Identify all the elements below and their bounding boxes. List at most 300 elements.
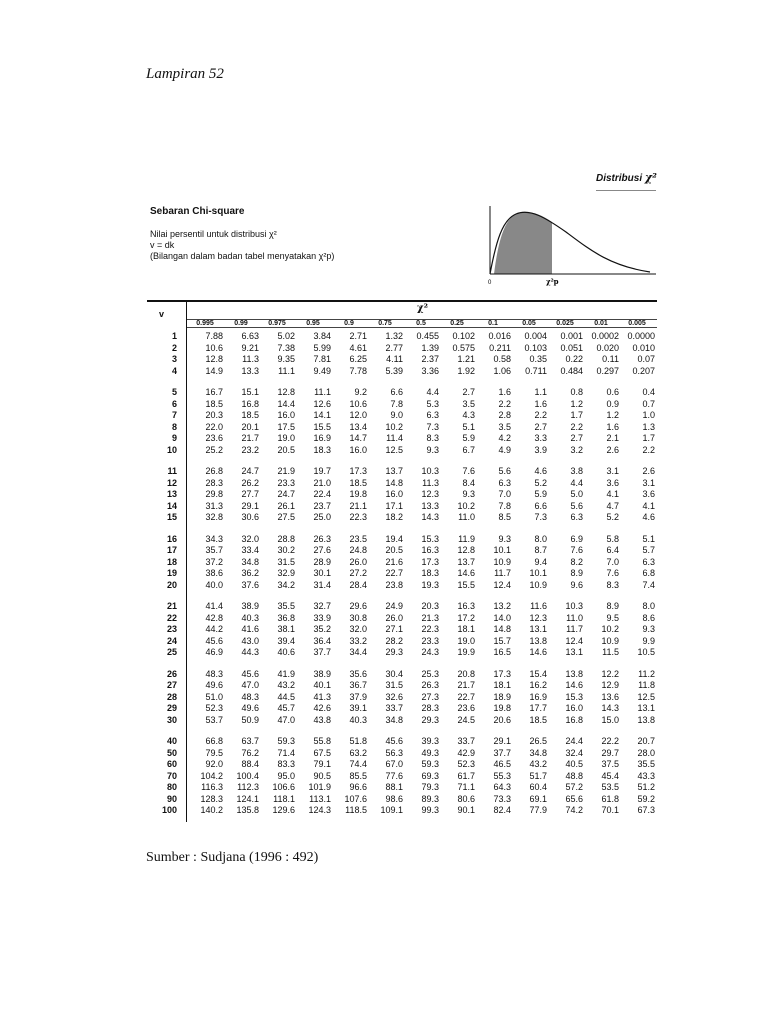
- table-row: [147, 501, 655, 513]
- value-cell: 0.11: [602, 354, 619, 364]
- value-cell: 51.7: [529, 770, 547, 781]
- value-cell: 7.0: [606, 556, 619, 567]
- value-cell: 1.3: [642, 421, 655, 432]
- table-row: [147, 545, 655, 557]
- value-cell: 11.6: [530, 601, 547, 611]
- alpha-header-row: [187, 319, 655, 328]
- value-cell: 3.6: [642, 489, 655, 499]
- v-cell: 5: [171, 387, 177, 397]
- value-cell: 6.3: [426, 410, 439, 420]
- distribution-label: [596, 171, 657, 184]
- value-cell: 9.6: [570, 579, 583, 590]
- value-cell: 31.3: [205, 500, 223, 511]
- value-cell: 7.8: [390, 398, 403, 409]
- value-cell: 43.2: [529, 759, 547, 769]
- value-cell: 12.0: [349, 410, 367, 420]
- value-cell: 12.4: [493, 579, 511, 590]
- v-cell: 26: [166, 668, 177, 679]
- value-cell: 33.7: [385, 703, 403, 713]
- value-cell: 28.0: [637, 747, 655, 758]
- value-cell: 15.4: [529, 668, 547, 679]
- value-cell: 26.5: [529, 736, 547, 746]
- value-cell: 24.5: [457, 714, 475, 725]
- value-cell: 6.6: [534, 500, 547, 511]
- value-cell: 42.8: [205, 612, 223, 623]
- value-cell: 3.5: [498, 421, 511, 432]
- value-cell: 14.9: [205, 365, 223, 376]
- value-cell: 2.2: [534, 410, 547, 420]
- value-cell: 0.484: [560, 365, 583, 376]
- value-cell: 88.4: [241, 759, 259, 769]
- value-cell: 7.78: [349, 365, 367, 376]
- value-cell: 74.4: [349, 759, 367, 769]
- value-cell: 17.3: [493, 668, 511, 679]
- value-cell: 6.3: [570, 512, 583, 522]
- value-cell: 11.3: [242, 354, 259, 364]
- value-cell: 30.2: [277, 545, 295, 555]
- value-cell: 5.99: [313, 342, 331, 353]
- value-cell: 13.6: [601, 691, 619, 702]
- value-cell: 45.4: [601, 770, 619, 781]
- value-cell: 85.5: [349, 770, 367, 781]
- value-cell: 7.3: [534, 512, 547, 522]
- value-cell: 107.6: [344, 793, 367, 804]
- value-cell: 1.39: [421, 342, 439, 353]
- value-cell: 11.1: [278, 365, 295, 376]
- value-cell: 41.3: [313, 691, 331, 702]
- alpha-header-cell: 0.95: [306, 320, 320, 327]
- alpha-header-cell: 0.99: [234, 320, 248, 327]
- value-cell: 23.8: [385, 579, 403, 590]
- value-cell: 32.6: [385, 691, 403, 702]
- value-cell: 0.35: [529, 354, 547, 364]
- value-cell: 1.6: [534, 398, 547, 409]
- alpha-header-cell: 0.1: [488, 320, 498, 327]
- value-cell: 14.6: [529, 647, 547, 657]
- value-cell: 37.7: [493, 747, 511, 758]
- value-cell: 12.3: [529, 612, 547, 623]
- table-row: [147, 568, 655, 580]
- v-cell: 11: [167, 466, 177, 476]
- value-cell: 13.8: [529, 635, 547, 646]
- value-cell: 35.5: [277, 601, 295, 611]
- table-row: [147, 692, 655, 704]
- value-cell: 15.1: [241, 387, 259, 397]
- value-cell: 43.2: [277, 680, 295, 690]
- value-cell: 96.6: [349, 782, 367, 792]
- value-cell: 34.8: [241, 556, 259, 567]
- table-row: [147, 557, 655, 569]
- value-cell: 59.3: [277, 736, 295, 746]
- value-cell: 12.2: [601, 668, 619, 679]
- value-cell: 13.3: [241, 365, 259, 376]
- table-row: [147, 782, 655, 794]
- value-cell: 34.8: [529, 747, 547, 758]
- value-cell: 11.2: [638, 668, 655, 679]
- value-cell: 40.5: [565, 759, 583, 769]
- value-cell: 89.3: [421, 793, 439, 804]
- value-cell: 6.3: [498, 477, 511, 488]
- distribution-text: Distribusi: [596, 173, 643, 184]
- value-cell: 8.7: [534, 545, 547, 555]
- page-annex-label: Lampiran 52: [146, 66, 224, 82]
- value-cell: 0.0000: [627, 331, 655, 341]
- value-cell: 7.6: [462, 466, 475, 476]
- value-cell: 13.7: [385, 466, 403, 476]
- value-cell: 30.4: [385, 668, 403, 679]
- value-cell: 0.7: [642, 398, 655, 409]
- value-cell: 10.1: [529, 568, 547, 578]
- v-cell: 14: [166, 500, 177, 511]
- value-cell: 7.8: [498, 500, 511, 511]
- value-cell: 13.8: [565, 668, 583, 679]
- value-cell: 27.3: [421, 691, 439, 702]
- v-cell: 16: [166, 533, 177, 544]
- value-cell: 3.1: [642, 477, 655, 488]
- value-cell: 0.020: [596, 342, 619, 353]
- v-cell: 21: [166, 601, 177, 611]
- value-cell: 32.0: [349, 624, 367, 634]
- value-cell: 98.6: [385, 793, 403, 804]
- table-row: [147, 680, 655, 692]
- table-row: [147, 715, 655, 727]
- value-cell: 4.11: [386, 354, 403, 364]
- value-cell: 1.21: [457, 354, 475, 364]
- alpha-header-cell: 0.975: [268, 320, 286, 327]
- alpha-header-cell: 0.9: [344, 320, 354, 327]
- value-cell: 24.4: [565, 736, 583, 746]
- value-cell: 5.8: [606, 533, 619, 544]
- value-cell: 48.3: [241, 691, 259, 702]
- value-cell: 17.3: [421, 556, 439, 567]
- value-cell: 18.5: [529, 714, 547, 725]
- table-row: [147, 613, 655, 625]
- table-row: [147, 387, 655, 399]
- value-cell: 3.6: [606, 477, 619, 488]
- table-row: [147, 399, 655, 411]
- value-cell: 8.9: [606, 601, 619, 611]
- chi-column-header: χ²: [417, 303, 428, 314]
- value-cell: 22.4: [313, 489, 331, 499]
- value-cell: 4.4: [426, 387, 439, 397]
- value-cell: 34.2: [277, 579, 295, 590]
- value-cell: 40.3: [241, 612, 259, 623]
- value-cell: 16.7: [205, 387, 223, 397]
- value-cell: 44.2: [205, 624, 223, 634]
- value-cell: 61.8: [601, 793, 619, 804]
- value-cell: 5.6: [498, 466, 511, 476]
- value-cell: 24.8: [349, 545, 367, 555]
- desc-line-1: Nilai persentil untuk distribusi χ²: [150, 229, 277, 239]
- value-cell: 22.3: [421, 624, 439, 634]
- value-cell: 13.1: [637, 703, 655, 713]
- value-cell: 0.001: [560, 331, 583, 341]
- v-cell: 22: [166, 612, 177, 623]
- value-cell: 0.9: [606, 398, 619, 409]
- value-cell: 25.3: [421, 668, 439, 679]
- value-cell: 13.1: [565, 647, 583, 657]
- value-cell: 14.0: [493, 612, 511, 623]
- table-row: [147, 331, 655, 343]
- table-row: [147, 794, 655, 806]
- value-cell: 7.3: [426, 421, 439, 432]
- value-cell: 0.051: [560, 342, 583, 353]
- value-cell: 29.7: [601, 747, 619, 758]
- table-body: [147, 331, 655, 817]
- table-row: [147, 636, 655, 648]
- value-cell: 18.3: [421, 568, 439, 578]
- value-cell: 37.5: [601, 759, 619, 769]
- value-cell: 51.0: [205, 691, 223, 702]
- value-cell: 21.7: [241, 433, 259, 443]
- value-cell: 24.3: [421, 647, 439, 657]
- v-cell: 80: [166, 782, 177, 792]
- value-cell: 34.8: [385, 714, 403, 725]
- value-cell: 23.3: [421, 635, 439, 646]
- table-row: [147, 466, 655, 478]
- value-cell: 77.9: [529, 805, 547, 815]
- value-cell: 22.0: [205, 421, 223, 432]
- value-cell: 39.1: [349, 703, 367, 713]
- value-cell: 14.8: [385, 477, 403, 488]
- value-cell: 10.9: [529, 579, 547, 590]
- value-cell: 124.3: [308, 805, 331, 815]
- value-cell: 67.3: [637, 805, 655, 815]
- value-cell: 16.8: [241, 398, 259, 409]
- value-cell: 20.1: [241, 421, 259, 432]
- value-cell: 2.37: [421, 354, 439, 364]
- value-cell: 35.5: [637, 759, 655, 769]
- value-cell: 26.0: [349, 556, 367, 567]
- value-cell: 4.7: [606, 500, 619, 511]
- v-cell: 24: [166, 635, 177, 646]
- table-row: [147, 445, 655, 457]
- value-cell: 11.8: [638, 680, 655, 690]
- value-cell: 15.3: [565, 691, 583, 702]
- value-cell: 5.3: [426, 398, 439, 409]
- value-cell: 0.211: [489, 342, 511, 353]
- value-cell: 13.2: [493, 601, 511, 611]
- value-cell: 12.8: [205, 354, 223, 364]
- value-cell: 3.36: [421, 365, 439, 376]
- value-cell: 18.5: [349, 477, 367, 488]
- value-cell: 0.22: [565, 354, 583, 364]
- value-cell: 14.7: [349, 433, 367, 443]
- value-cell: 11.0: [458, 512, 475, 522]
- value-cell: 14.4: [277, 398, 295, 409]
- value-cell: 43.3: [637, 770, 655, 781]
- v-cell: 60: [166, 759, 177, 769]
- value-cell: 64.3: [493, 782, 511, 792]
- value-cell: 0.8: [570, 387, 583, 397]
- value-cell: 2.7: [534, 421, 547, 432]
- value-cell: 10.9: [601, 635, 619, 646]
- value-cell: 34.3: [205, 533, 223, 544]
- value-cell: 13.3: [421, 500, 439, 511]
- value-cell: 5.9: [462, 433, 475, 443]
- v-cell: 100: [161, 805, 177, 815]
- value-cell: 27.5: [277, 512, 295, 522]
- value-cell: 49.3: [421, 747, 439, 758]
- value-cell: 95.0: [277, 770, 295, 781]
- value-cell: 26.3: [313, 533, 331, 544]
- value-cell: 2.77: [385, 342, 403, 353]
- value-cell: 45.7: [277, 703, 295, 713]
- source-citation: Sumber : Sudjana (1996 : 492): [146, 850, 319, 865]
- value-cell: 17.3: [349, 466, 367, 476]
- value-cell: 19.7: [313, 466, 331, 476]
- value-cell: 6.25: [349, 354, 367, 364]
- value-cell: 2.71: [349, 331, 367, 341]
- v-cell: 70: [166, 770, 177, 781]
- alpha-header-cell: 0.025: [556, 320, 574, 327]
- value-cell: 74.2: [565, 805, 583, 815]
- value-cell: 1.1: [534, 387, 547, 397]
- value-cell: 15.0: [601, 714, 619, 725]
- value-cell: 40.3: [349, 714, 367, 725]
- value-cell: 15.7: [493, 635, 511, 646]
- value-cell: 100.4: [236, 770, 259, 781]
- v-cell: 2: [171, 342, 177, 353]
- value-cell: 14.3: [601, 703, 619, 713]
- value-cell: 35.2: [313, 624, 331, 634]
- chi-square-curve-figure: [480, 202, 660, 290]
- v-cell: 12: [166, 477, 177, 488]
- value-cell: 80.6: [457, 793, 475, 804]
- value-cell: 118.5: [345, 805, 367, 815]
- value-cell: 7.88: [205, 331, 223, 341]
- value-cell: 12.6: [313, 398, 331, 409]
- value-cell: 44.3: [241, 647, 259, 657]
- value-cell: 3.1: [606, 466, 619, 476]
- value-cell: 27.2: [349, 568, 367, 578]
- alpha-header-cell: 0.05: [522, 320, 536, 327]
- value-cell: 35.6: [349, 668, 367, 679]
- value-cell: 8.6: [642, 612, 655, 623]
- value-cell: 28.4: [349, 579, 367, 590]
- value-cell: 37.9: [349, 691, 367, 702]
- value-cell: 7.81: [313, 354, 331, 364]
- value-cell: 140.2: [200, 805, 223, 815]
- value-cell: 37.6: [241, 579, 259, 590]
- value-cell: 70.1: [601, 805, 619, 815]
- table-row: [147, 433, 655, 445]
- value-cell: 21.3: [421, 612, 439, 623]
- chi-p-label: χ²p: [546, 277, 559, 286]
- value-cell: 49.6: [205, 680, 223, 690]
- value-cell: 17.5: [277, 421, 295, 432]
- value-cell: 41.4: [205, 601, 223, 611]
- value-cell: 5.1: [462, 421, 475, 432]
- value-cell: 18.1: [457, 624, 475, 634]
- value-cell: 22.7: [457, 691, 475, 702]
- value-cell: 10.2: [385, 421, 403, 432]
- value-cell: 2.2: [570, 421, 583, 432]
- value-cell: 25.0: [313, 512, 331, 522]
- value-cell: 49.6: [241, 703, 259, 713]
- value-cell: 5.2: [606, 512, 619, 522]
- value-cell: 5.02: [277, 331, 295, 341]
- value-cell: 101.9: [308, 782, 331, 792]
- v-cell: 7: [171, 410, 177, 420]
- value-cell: 28.3: [421, 703, 439, 713]
- value-cell: 9.5: [606, 612, 619, 623]
- value-cell: 28.9: [313, 556, 331, 567]
- value-cell: 6.7: [462, 444, 475, 455]
- value-cell: 9.0: [390, 410, 403, 420]
- value-cell: 0.07: [637, 354, 655, 364]
- value-cell: 6.8: [642, 568, 655, 578]
- value-cell: 4.6: [642, 512, 655, 522]
- table-row: [147, 478, 655, 490]
- v-cell: 3: [171, 354, 177, 364]
- value-cell: 19.9: [457, 647, 475, 657]
- value-cell: 34.4: [349, 647, 367, 657]
- value-cell: 0.016: [488, 331, 511, 341]
- value-cell: 88.1: [385, 782, 403, 792]
- value-cell: 13.7: [457, 556, 475, 567]
- value-cell: 10.2: [601, 624, 619, 634]
- value-cell: 92.0: [205, 759, 223, 769]
- value-cell: 8.5: [498, 512, 511, 522]
- value-cell: 8.0: [642, 601, 655, 611]
- value-cell: 113.1: [309, 793, 331, 804]
- value-cell: 0.4: [642, 387, 655, 397]
- value-cell: 33.9: [313, 612, 331, 623]
- value-cell: 106.6: [272, 782, 295, 792]
- value-cell: 26.1: [277, 500, 295, 511]
- value-cell: 4.2: [498, 433, 511, 443]
- value-cell: 30.1: [313, 568, 331, 578]
- table-row: [147, 534, 655, 546]
- value-cell: 16.9: [529, 691, 547, 702]
- value-cell: 16.9: [313, 433, 331, 443]
- value-cell: 9.21: [241, 342, 259, 353]
- value-cell: 23.6: [205, 433, 223, 443]
- value-cell: 55.8: [313, 736, 331, 746]
- value-cell: 16.8: [565, 714, 583, 725]
- value-cell: 11.1: [314, 387, 331, 397]
- value-cell: 56.3: [385, 747, 403, 758]
- value-cell: 0.575: [452, 342, 475, 353]
- table-row: [147, 343, 655, 355]
- table-description: [150, 229, 334, 262]
- v-cell: 29: [166, 703, 177, 713]
- v-cell: 27: [166, 680, 177, 690]
- value-cell: 36.7: [349, 680, 367, 690]
- value-cell: 13.4: [349, 421, 367, 432]
- value-cell: 15.5: [313, 421, 331, 432]
- value-cell: 55.3: [493, 770, 511, 781]
- table-row: [147, 624, 655, 636]
- value-cell: 45.6: [205, 635, 223, 646]
- value-cell: 22.3: [349, 512, 367, 522]
- value-cell: 2.7: [462, 387, 475, 397]
- table-row: [147, 703, 655, 715]
- value-cell: 33.4: [241, 545, 259, 555]
- value-cell: 2.2: [642, 444, 655, 455]
- table-row: [147, 601, 655, 613]
- value-cell: 26.3: [421, 680, 439, 690]
- value-cell: 14.8: [493, 624, 511, 634]
- value-cell: 28.3: [205, 477, 223, 488]
- value-cell: 38.1: [277, 624, 295, 634]
- v-cell: 23: [166, 624, 177, 634]
- value-cell: 0.297: [596, 365, 619, 376]
- alpha-header-cell: 0.75: [378, 320, 392, 327]
- value-cell: 9.3: [426, 444, 439, 455]
- value-cell: 1.2: [570, 398, 583, 409]
